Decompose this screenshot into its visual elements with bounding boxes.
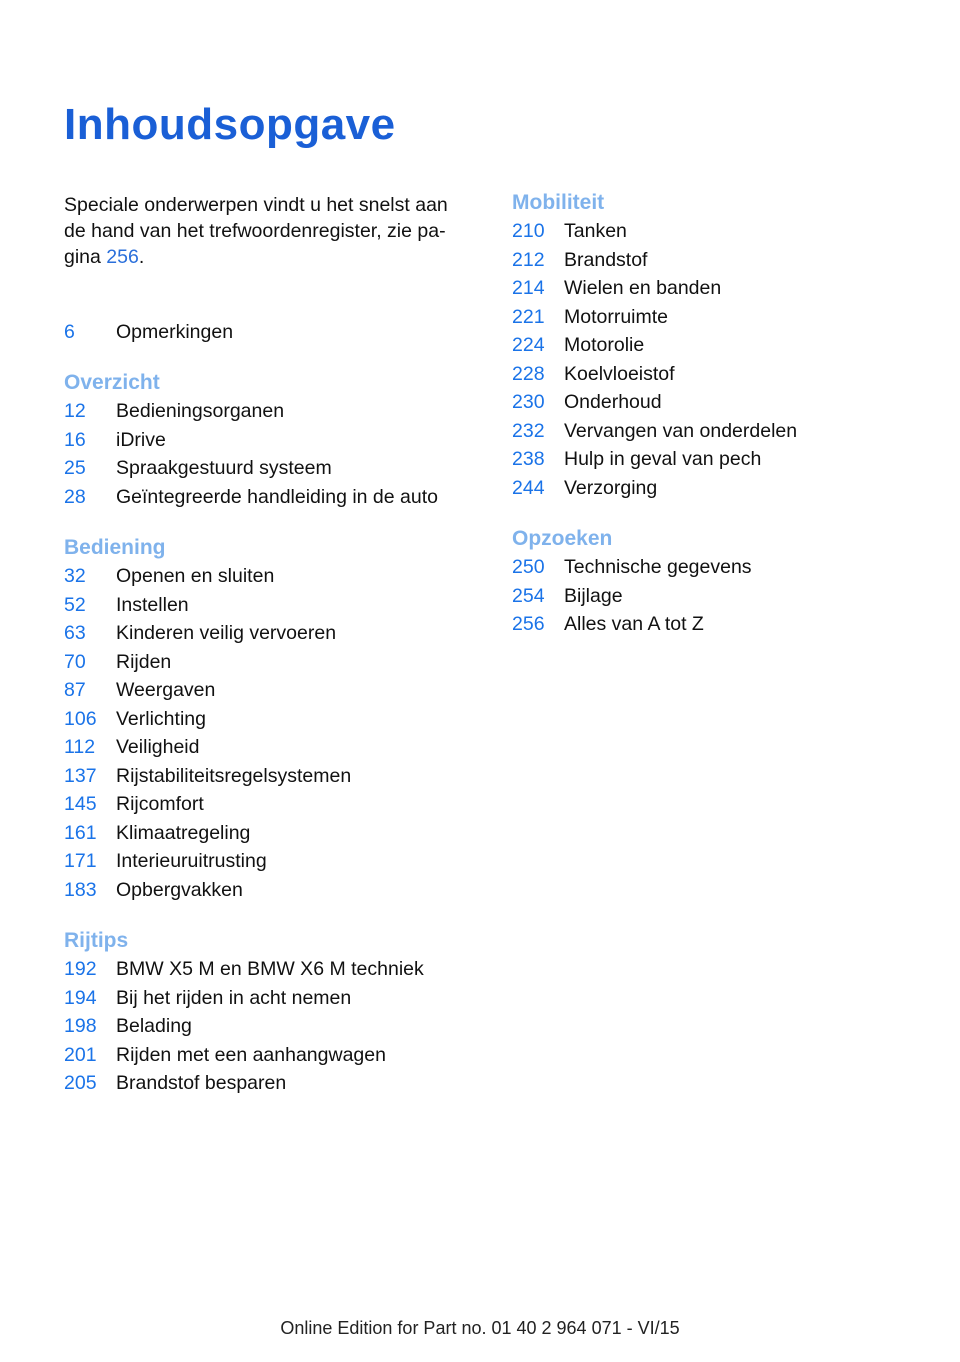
toc-entry[interactable] <box>512 274 932 303</box>
intro-link[interactable]: 256 <box>106 246 139 268</box>
toc-entry-label[interactable]: Brandstof besparen <box>116 1072 287 1094</box>
toc-entry-label[interactable]: Opmerkingen <box>116 321 234 343</box>
toc-section-mobiliteit <box>512 189 932 502</box>
toc-entry-label[interactable]: Onderhoud <box>564 391 662 413</box>
toc-page-number[interactable]: 205 <box>64 1072 97 1094</box>
toc-entry-label[interactable]: Tanken <box>564 220 627 242</box>
toc-entry[interactable] <box>64 790 484 819</box>
toc-entry-label[interactable]: Geïntegreerde handleiding in de auto <box>116 485 438 508</box>
toc-section-bediening <box>64 534 484 904</box>
toc-entry[interactable] <box>64 591 484 620</box>
toc-entry-label[interactable]: Verzorging <box>564 476 658 499</box>
footer-edition: Online Edition for Part no. 01 40 2 964 071 - VI/15 <box>280 1318 680 1338</box>
toc-entry[interactable] <box>64 562 484 591</box>
section-heading: Overzicht <box>64 371 160 394</box>
toc-section-intro <box>64 318 484 347</box>
toc-page-number[interactable]: 228 <box>512 362 545 385</box>
toc-page-number[interactable]: 16 <box>64 428 86 451</box>
toc-entry-label[interactable]: Kinderen veilig vervoeren <box>116 622 337 644</box>
toc-page-number[interactable]: 52 <box>64 593 86 616</box>
toc-entry-label[interactable]: Hulp in geval van pech <box>564 448 762 470</box>
toc-page-number[interactable]: 106 <box>64 707 97 730</box>
toc-entry-label[interactable]: Belading <box>116 1015 192 1037</box>
toc-entry-label[interactable]: Alles van A tot Z <box>564 613 704 635</box>
toc-entry[interactable] <box>64 762 484 791</box>
intro-text: Speciale onderwerpen vindt u het snelst aan de hand van het trefwoordenregister, zie pa‐ gina <box>64 194 448 268</box>
toc-page-number[interactable]: 63 <box>64 622 86 644</box>
toc-entry[interactable] <box>64 397 484 426</box>
toc-entry[interactable] <box>512 217 932 246</box>
toc-entry-label[interactable]: Wielen en banden <box>564 277 722 299</box>
toc-page-number[interactable]: 70 <box>64 650 86 673</box>
toc-entry[interactable] <box>64 454 484 483</box>
toc-page-number[interactable]: 254 <box>512 584 545 607</box>
toc-entry[interactable] <box>64 676 484 705</box>
toc-entry[interactable] <box>512 388 932 417</box>
toc-entry[interactable] <box>64 483 484 512</box>
toc-page-number[interactable]: 25 <box>64 457 86 479</box>
toc-entry[interactable] <box>64 876 484 905</box>
toc-page-number[interactable]: 28 <box>64 485 86 508</box>
toc-entry-label[interactable]: Technische gegevens <box>564 556 752 578</box>
toc-entry[interactable] <box>64 648 484 677</box>
intro-end: . <box>138 246 145 268</box>
toc-page-number[interactable]: 224 <box>512 334 545 356</box>
toc-page-number[interactable]: 256 <box>512 613 545 635</box>
toc-page-number[interactable]: 87 <box>64 679 86 701</box>
toc-entry-label[interactable]: Rijcomfort <box>116 793 204 815</box>
toc-entry[interactable] <box>64 984 484 1013</box>
toc-page-number[interactable]: 171 <box>64 850 97 872</box>
toc-page-number[interactable]: 145 <box>64 793 97 815</box>
toc-entry-label[interactable]: Weergaven <box>116 679 216 701</box>
toc-page-number[interactable]: 194 <box>64 986 97 1009</box>
toc-entry[interactable] <box>512 246 932 275</box>
toc-page-number[interactable]: 6 <box>64 321 75 343</box>
toc-entry-label[interactable]: Rijstabiliteitsregelsystemen <box>116 764 352 787</box>
toc-entry-label[interactable]: Klimaatregeling <box>116 821 251 844</box>
toc-entry[interactable] <box>64 819 484 848</box>
toc-entry[interactable] <box>512 360 932 389</box>
toc-entry[interactable] <box>64 955 484 984</box>
section-heading: Mobiliteit <box>512 191 605 214</box>
toc-page-number[interactable]: 214 <box>512 277 545 299</box>
section-heading: Rijtips <box>64 929 129 952</box>
toc-page-number[interactable]: 238 <box>512 448 545 470</box>
toc-entry[interactable] <box>64 733 484 762</box>
toc-entry[interactable] <box>64 426 484 455</box>
toc-entry-label[interactable]: Verlichting <box>116 707 206 730</box>
section-heading: Bediening <box>64 536 166 559</box>
toc-page-number[interactable]: 137 <box>64 764 97 787</box>
toc-entry-label[interactable]: Bedieningsorganen <box>116 400 285 422</box>
toc-entry[interactable] <box>64 1012 484 1041</box>
toc-entry[interactable] <box>64 705 484 734</box>
toc-entry[interactable] <box>64 847 484 876</box>
toc-entry-label[interactable]: Vervangen van onderdelen <box>564 419 798 442</box>
toc-section-rijtips <box>64 927 484 1098</box>
toc-page-number[interactable]: 112 <box>64 736 96 758</box>
toc-entry[interactable] <box>512 331 932 360</box>
toc-entry[interactable] <box>64 1041 484 1070</box>
toc-entry-label[interactable]: Koelvloeistof <box>564 362 675 385</box>
toc-entry-label[interactable]: Rijden met een aanhangwagen <box>116 1043 386 1066</box>
toc-entry[interactable] <box>64 318 484 347</box>
toc-entry-label[interactable]: Brandstof <box>564 248 648 271</box>
toc-page-number[interactable]: 183 <box>64 878 97 901</box>
toc-page-number[interactable]: 212 <box>512 248 545 271</box>
toc-page-number[interactable]: 12 <box>64 400 86 422</box>
toc-section-opzoeken <box>512 525 932 639</box>
toc-entry[interactable] <box>512 582 932 611</box>
toc-entry-label[interactable]: Opbergvakken <box>116 878 243 901</box>
toc-entry-label[interactable]: Spraakgestuurd systeem <box>116 457 332 479</box>
toc-page-number[interactable]: 221 <box>512 305 545 328</box>
toc-entry-label[interactable]: Motorruimte <box>564 305 669 328</box>
toc-page-number[interactable]: 210 <box>512 220 545 242</box>
toc-entry-label[interactable]: BMW X5 M en BMW X6 M techniek <box>116 958 424 980</box>
toc-entry-label[interactable]: Instellen <box>116 593 189 616</box>
toc-section-overzicht <box>64 369 484 511</box>
toc-page-number[interactable]: 230 <box>512 391 545 413</box>
toc-entry-label[interactable]: Veiligheid <box>116 736 200 758</box>
toc-page-number[interactable]: 244 <box>512 476 545 499</box>
toc-page-number[interactable]: 198 <box>64 1015 97 1037</box>
toc-entry-label[interactable]: Openen en sluiten <box>116 565 275 587</box>
page-title: Inhoudsopgave <box>64 100 396 149</box>
toc-entry-label[interactable]: Bijlage <box>564 584 623 607</box>
toc-page-number[interactable]: 32 <box>64 565 86 587</box>
toc-entry[interactable] <box>512 303 932 332</box>
toc-entry-label[interactable]: Bij het rijden in acht nemen <box>116 986 352 1009</box>
toc-page-number[interactable]: 250 <box>512 556 545 578</box>
toc-entry[interactable] <box>64 619 484 648</box>
toc-entry-label[interactable]: Interieuruitrusting <box>116 850 267 872</box>
toc-entry-label[interactable]: iDrive <box>116 428 166 451</box>
toc-page-number[interactable]: 232 <box>512 419 545 442</box>
toc-page-number[interactable]: 192 <box>64 958 97 980</box>
toc-entry-label[interactable]: Rijden <box>116 650 172 673</box>
toc-entry[interactable] <box>512 417 932 446</box>
toc-entry[interactable] <box>512 474 932 503</box>
toc-entry[interactable] <box>512 445 932 474</box>
toc-page-number[interactable]: 161 <box>64 821 97 844</box>
section-heading: Opzoeken <box>512 527 613 550</box>
toc-entry[interactable] <box>512 553 932 582</box>
toc-entry[interactable] <box>64 1069 484 1098</box>
intro-paragraph <box>64 192 464 270</box>
toc-entry-label[interactable]: Motorolie <box>564 334 645 356</box>
toc-page-number[interactable]: 201 <box>64 1043 97 1066</box>
toc-entry[interactable] <box>512 610 932 639</box>
